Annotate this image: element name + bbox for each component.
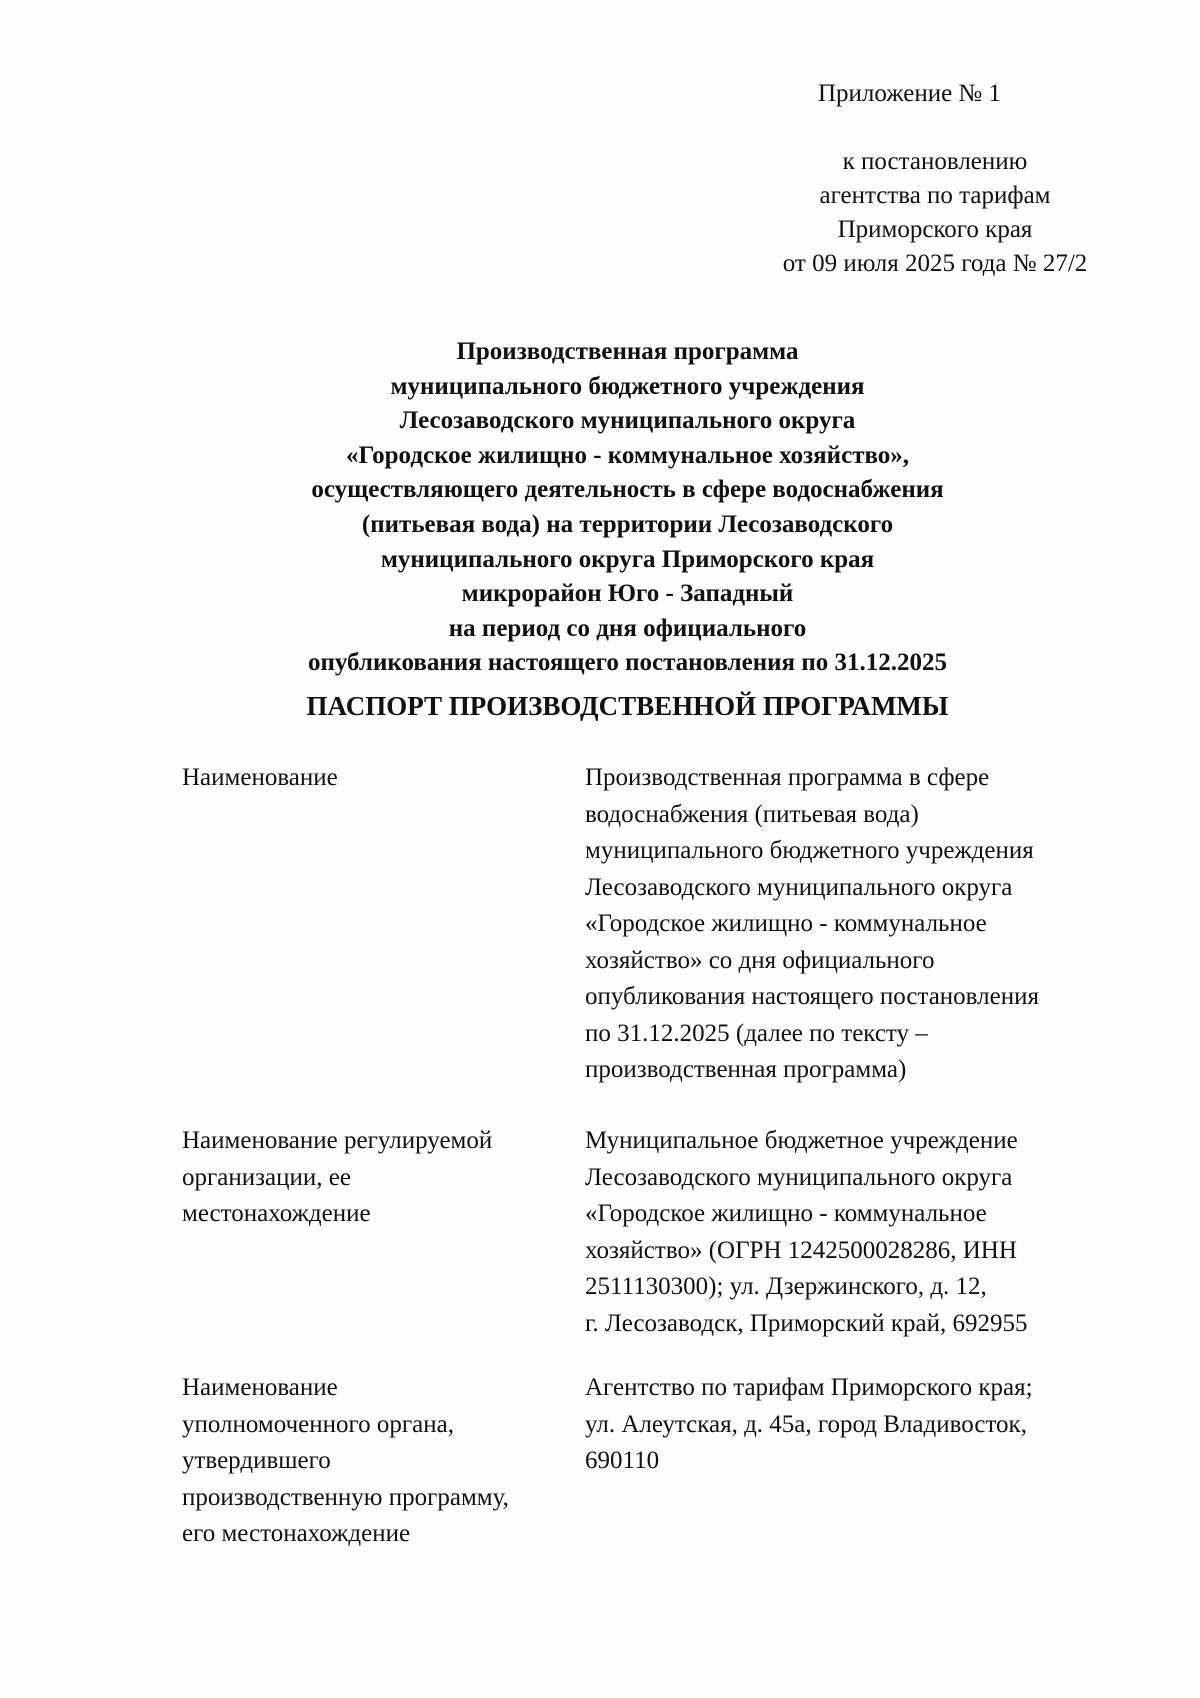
appendix-line: агентства по тарифам bbox=[819, 182, 1051, 209]
appendix-reference bbox=[770, 145, 1100, 281]
passport-row-value bbox=[585, 760, 1115, 1089]
title-line: на период со дня официального bbox=[448, 614, 807, 642]
appendix-line: Приморского края bbox=[837, 216, 1033, 243]
label-line: его местонахождение bbox=[182, 1520, 411, 1547]
title-line: (питьевая вода) на территории Лесозаводского bbox=[361, 510, 894, 538]
label-line: Наименование bbox=[182, 764, 338, 791]
title-line: опубликования настоящего постановления по 31.12.2025 bbox=[307, 649, 947, 677]
label-line: Наименование регулируемой bbox=[182, 1127, 493, 1154]
value-line: по 31.12.2025 (далее по тексту – bbox=[585, 1019, 928, 1047]
value-line: хозяйство» (ОГРН 1242500028286, ИНН bbox=[585, 1236, 1017, 1264]
value-line: «Городское жилищно - коммунальное bbox=[585, 1200, 987, 1227]
label-line: уполномоченного органа, bbox=[182, 1410, 454, 1438]
title-line: муниципального бюджетного учреждения bbox=[390, 372, 865, 400]
value-line: 690110 bbox=[585, 1447, 660, 1474]
label-line: Наименование bbox=[182, 1374, 338, 1401]
passport-heading: ПАСПОРТ ПРОИЗВОДСТВЕННОЙ ПРОГРАММЫ bbox=[306, 691, 949, 721]
value-line: «Городское жилищно - коммунальное bbox=[585, 910, 987, 937]
appendix-line: от 09 июля 2025 года № 27/2 bbox=[782, 250, 1088, 277]
document-title bbox=[170, 335, 1085, 681]
appendix-line: к постановлению bbox=[842, 148, 1028, 175]
title-line: «Городское жилищно - коммунальное хозяйство», bbox=[345, 441, 910, 469]
value-line: Лесозаводского муниципального округа bbox=[585, 1163, 1013, 1191]
title-line: Производственная программа bbox=[456, 338, 799, 365]
value-line: Производственная программа в сфере bbox=[585, 764, 990, 791]
value-line: 2511130300); ул. Дзержинского, д. 12, bbox=[585, 1273, 987, 1300]
label-line: организации, ее bbox=[182, 1163, 351, 1191]
title-line: муниципального округа Приморского края bbox=[380, 545, 875, 573]
value-line: производственная программа) bbox=[585, 1056, 907, 1083]
value-line: Лесозаводского муниципального округа bbox=[585, 873, 1013, 901]
value-line: ул. Алеутская, д. 45а, город Владивосток, bbox=[585, 1410, 1027, 1438]
title-line: осуществляющего деятельность в сфере водоснабжения bbox=[311, 476, 944, 504]
title-line: микрорайон Юго - Западный bbox=[461, 580, 794, 608]
passport-row-label bbox=[182, 1123, 562, 1233]
value-line: г. Лесозаводск, Приморский край, 692955 bbox=[585, 1309, 1028, 1337]
label-line: местонахождение bbox=[182, 1200, 371, 1227]
value-line: Агентство по тарифам Приморского края; bbox=[585, 1374, 1033, 1401]
value-line: Муниципальное бюджетное учреждение bbox=[585, 1127, 1018, 1154]
passport-row-value bbox=[585, 1123, 1115, 1342]
label-line: производственную программу, bbox=[182, 1483, 509, 1511]
value-line: хозяйство» со дня официального bbox=[585, 946, 935, 974]
passport-row-label bbox=[182, 760, 562, 797]
value-line: опубликования настоящего постановления bbox=[585, 983, 1039, 1010]
value-line: муниципального бюджетного учреждения bbox=[585, 837, 1034, 864]
label-line: утвердившего bbox=[182, 1447, 331, 1474]
passport-row-label bbox=[182, 1370, 562, 1553]
title-line: Лесозаводского муниципального округа bbox=[399, 407, 856, 435]
passport-row-value bbox=[585, 1370, 1115, 1480]
appendix-number: Приложение № 1 bbox=[818, 80, 1002, 107]
value-line: водоснабжения (питьевая вода) bbox=[585, 800, 919, 828]
